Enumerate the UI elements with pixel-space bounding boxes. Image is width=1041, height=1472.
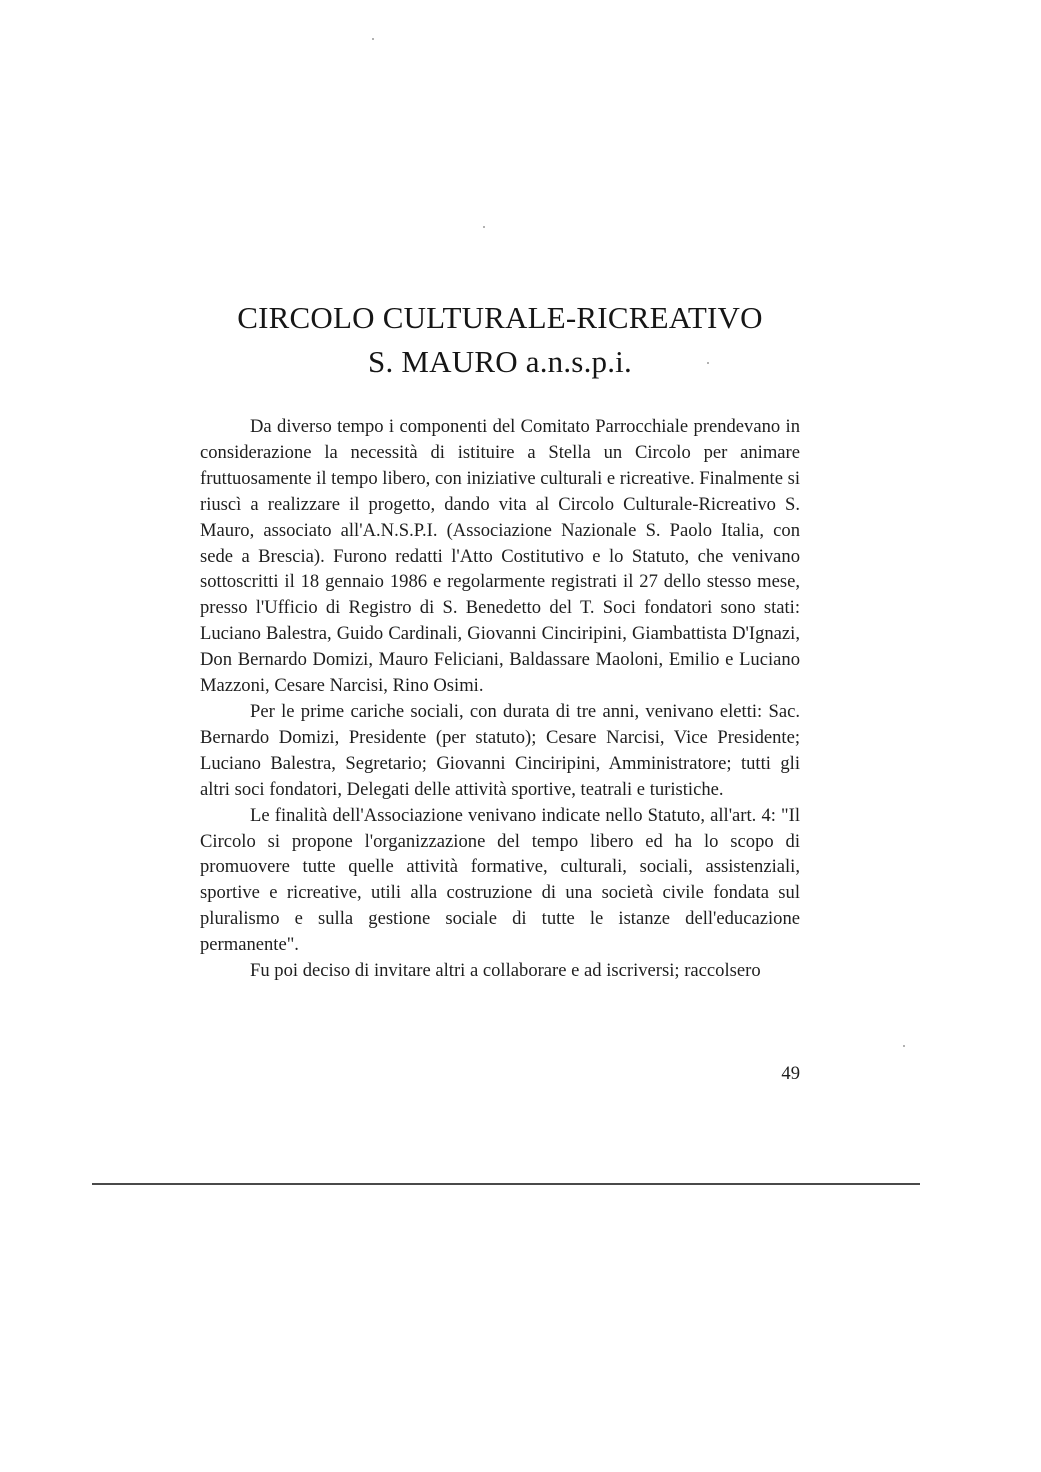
scan-speck	[903, 1045, 905, 1047]
page-number: 49	[781, 1063, 800, 1084]
scan-speck	[707, 362, 709, 364]
paragraph-first-officers: Per le prime cariche sociali, con durata di tre anni, venivano eletti: Sac. Bernardo Domizi, Presidente (per statuto); Cesare Narcisi, Vice Presidente; Luciano Balestra, Segretario; Giovanni Cinciripini, Amministratore; tutti gli altri soci fondatori, Delegati delle attività sportive, teatrali e turistiche.	[200, 700, 800, 800]
page-subtitle: S. MAURO a.n.s.p.i.	[368, 344, 632, 379]
scan-speck	[483, 226, 485, 228]
page-title: CIRCOLO CULTURALE-RICREATIVO	[237, 300, 763, 335]
paragraph-statute-purposes: Le finalità dell'Associazione venivano indicate nello Statuto, all'art. 4: "Il Circolo si propone l'organizzazione del tempo libero ed ha lo scopo di promuovere tutte quelle attività formative, culturali, sociali, assistenziali, sportive e ricreative, utili alla costruzione di una società civile fondata sul pluralismo e sulla gestione sociale di tutte le istanze dell'educazione permanente".	[200, 804, 800, 956]
scan-speck	[372, 38, 374, 40]
paragraph-founding: Da diverso tempo i componenti del Comitato Parrocchiale prendevano in considerazione la necessità di istituire a Stella un Circolo per animare fruttuosamente il tempo libero, con iniziative culturali e ricreative. Finalmente si riuscì a realizzare il progetto, dando vita al Circolo Culturale-Ricreativo S. Mauro, associato all'A.N.S.P.I. (Associazione Nazionale S. Paolo Italia, con sede a Brescia). Furono redatti l'Atto Costitutivo e lo Statuto, che venivano sottoscritti il 18 gennaio 1986 e regolarmente registrati il 27 dello stesso mese, presso l'Ufficio di Registro di S. Benedetto del T. Soci fondatori sono stati: Luciano Balestra, Guido Cardinali, Giovanni Cinciripini, Giambattista D'Ignazi, Don Bernardo Domizi, Mauro Feliciani, Baldassare Maoloni, Emilio e Luciano Mazzoni, Cesare Narcisi, Rino Osimi.	[200, 416, 800, 697]
body-text	[200, 414, 800, 984]
paragraph-invitation: Fu poi deciso di invitare altri a collaborare e ad iscriversi; raccolsero	[250, 960, 761, 982]
page-edge-rule	[92, 1183, 920, 1185]
